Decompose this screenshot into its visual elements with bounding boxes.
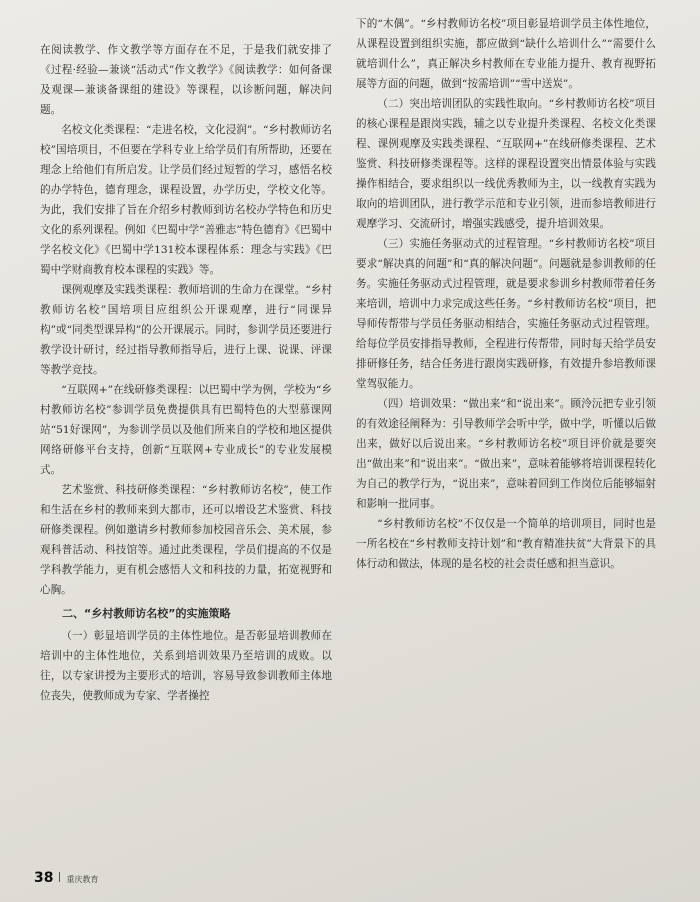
paragraph: （二）突出培训团队的实践性取向。“乡村教师访名校”项目的核心课程是跟岗实践，辅之以专业提升类课程、名校文化类课程、课例观摩及实践类课程、“互联网+”在线研修类课程、艺术鉴赏、科技研修类课程等。这样的课程设置突出情景体验与实践操作相结合，要求组织以一线优秀教师为主，以一线教育实践为取向的培训团队，进行教学示范和专业引领，进而参培教师进行观摩学习、交流研讨，增强实践感受，提升培训效果。 <box>356 98 656 230</box>
paragraph: 艺术鉴赏、科技研修类课程：“乡村教师访名校”，使工作和生活在乡村的教师来到大都市，还可以增设艺术鉴赏、科技研修类课程。例如邀请乡村教师参加校园音乐会、美术展，参观科普活动、科技馆等。通过此类课程，学员们提高的不仅是学科教学能力，更有机会感悟人文和科技的力量，拓宽视野和心胸。 <box>40 484 332 596</box>
paragraph: 课例观摩及实践类课程：教师培训的生命力在课堂。“乡村教师访名校”国培项目应组织公开课观摩，进行“同课异构”或“同类型课异构”的公开课展示。同时，参训学员还要进行教学设计研讨，经过指导教师指导后，进行上课、说课、评课等教学竞技。 <box>40 284 332 376</box>
paragraph: （三）实施任务驱动式的过程管理。“乡村教师访名校”项目要求“解决真的问题”和“真的解决问题”。问题就是参训教师的任务。实施任务驱动式过程管理，就是要求参训乡村教师带着任务来培训，培训中力求完成这些任务。“乡村教师访名校”项目，把导师传帮带与学员任务驱动相结合，实施任务驱动式过程管理。给每位学员安排指导教师，全程进行传帮带，同时每天给学员安排研修任务，结合任务进行跟岗实践研修，有效提升参培教师课堂驾驭能力。 <box>356 238 656 390</box>
left-column <box>40 40 332 706</box>
page-footer <box>34 870 98 886</box>
paragraph: 名校文化类课程：“走进名校，文化浸润”。“乡村教师访名校”国培项目，不但要在学科专业上给学员们有所帮助，还要在理念上给他们有所启发。让学员们经过短暂的学习，感悟名校的办学特色，德育理念，课程设置，办学历史，学校文化等。为此，我们安排了旨在介绍乡村教师到访名校办学特色和历史文化的系列课程。例如《巴蜀中学“善雅志”特色德育》《巴蜀中学名校文化》《巴蜀中学131校本课程体系：理念与实践》《巴蜀中学财商教育校本课程的实践》等。 <box>40 124 332 276</box>
paragraph: （一）彰显培训学员的主体性地位。是否彰显培训教师在培训中的主体性地位，关系到培训效果乃至培训的成败。以往，以专家讲授为主要形式的培训，容易导致参训教师主体地位丧失，使教师成为专家、学者操控 <box>40 630 332 702</box>
paragraph: “乡村教师访名校”不仅仅是一个简单的培训项目，同时也是一所名校在“乡村教师支持计划”和“教育精准扶贫”大背景下的具体行动和做法，体现的是名校的社会责任感和担当意识。 <box>356 518 656 570</box>
footer-divider <box>59 872 60 882</box>
section-heading: 二、“乡村教师访名校”的实施策略 <box>62 607 231 620</box>
journal-name: 重庆教育 <box>66 875 99 884</box>
paragraph: 在阅读教学、作文教学等方面存在不足，于是我们就安排了《过程·经验—兼谈“活动式”作文教学》《阅读教学：如何备课及观课—兼谈备课组的建设》等课程，以诊断问题，解决问题。 <box>40 44 332 116</box>
paragraph: 下的“木偶”。“乡村教师访名校”项目彰显培训学员主体性地位，从课程设置到组织实施，都应做到“缺什么培训什么”“需要什么就培训什么”，真正解决乡村教师在专业能力提升、教育视野拓展等方面的问题，做到“按需培训”“雪中送炭”。 <box>356 18 656 90</box>
paragraph: “互联网+”在线研修类课程：以巴蜀中学为例，学校为“乡村教师访名校”参训学员免费提供具有巴蜀特色的大型慕课网站“51好课网”，为参训学员以及他们所来自的学校和地区提供网络研修平台支持，创新“互联网+专业成长”的专业发展模式。 <box>40 384 332 476</box>
page-number: 38 <box>34 870 54 886</box>
paragraph: （四）培训效果：“做出来”和“说出来”。顾泠沅把专业引领的有效途径阐释为：引导教师学会听中学，做中学，听懂以后做出来，做好以后说出来。“乡村教师访名校”项目评价就是要突出“做出来”和“说出来”。“做出来”，意味着能够将培训课程转化为自己的教学行为，“说出来”，意味着回到工作岗位后能够辐射和影响一批同事。 <box>356 398 656 510</box>
right-column <box>356 14 656 574</box>
